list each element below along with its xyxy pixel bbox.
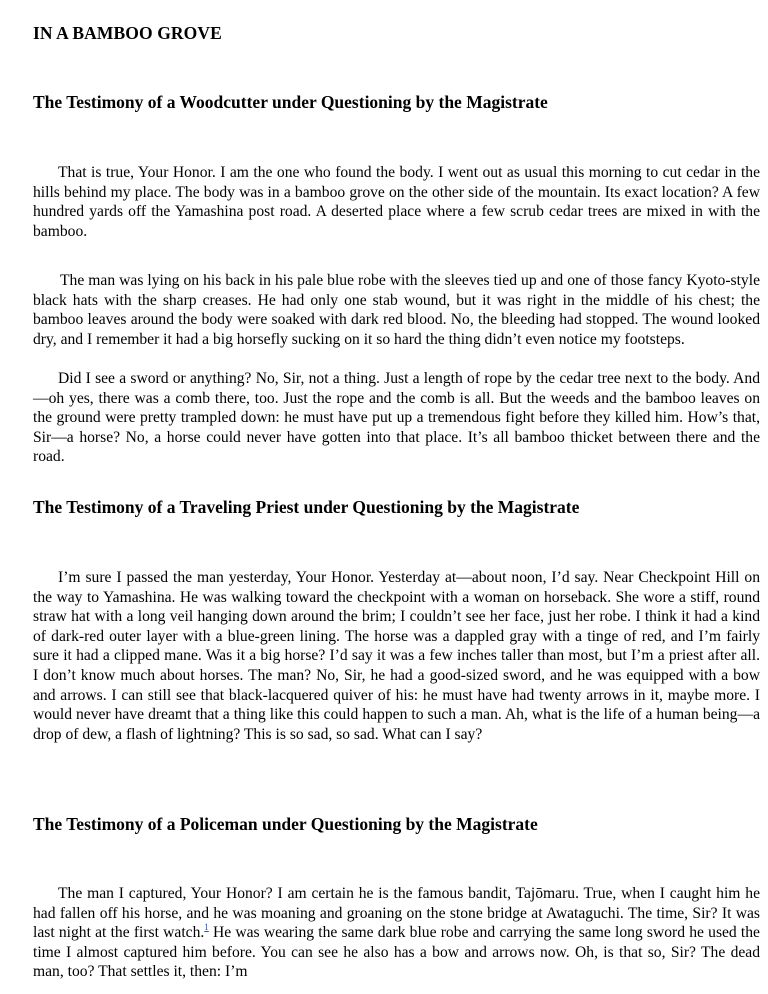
section-heading-woodcutter: The Testimony of a Woodcutter under Questioning by the Magistrate [33,92,548,112]
document-title: IN A BAMBOO GROVE [33,23,222,43]
woodcutter-paragraph-3: Did I see a sword or anything? No, Sir, not a thing. Just a length of rope by the cedar tree next to the body. And—oh yes, there was a comb there, too. Just the rope and the comb is all. But the weeds and the bamboo leaves on the ground were pretty trampled down: he must have put up a tremendous fight before they killed him. How’s that, Sir—a horse? No, a horse could never have gotten into that place. It’s all bamboo thicket between there and the road. [33,370,760,466]
woodcutter-paragraph-2: The man was lying on his back in his pale blue robe with the sleeves tied up and one of those fancy Kyoto-style black hats with the sharp creases. He had only one stab wound, but it was right in the middle of his chest; the bamboo leaves around the body were soaked with dark red blood. No, the bleeding had stopped. The wound looked dry, and I remember it had a big horsefly sucking on it so hard the thing didn’t even notice my footsteps. [33,272,760,348]
policeman-text-part-2: He was wearing the same dark blue robe and carrying the same long sword he used the time I almost captured him before. You can see he also has a bow and arrows now. Oh, is that so, Sir? The dead man, too? That settles it, then: I’m [33,924,760,981]
policeman-paragraph-1 [33,884,760,982]
section-heading-priest: The Testimony of a Traveling Priest under Questioning by the Magistrate [33,497,580,517]
priest-paragraph-1: I’m sure I passed the man yesterday, Your Honor. Yesterday at—about noon, I’d say. Near Checkpoint Hill on the way to Yamashina. He was walking toward the checkpoint with a woman on horseback. She wore a stiff, round straw hat with a long veil hanging down around the brim; I couldn’t see her face, just her robe. I think it had a kind of dark-red outer layer with a blue-green lining. The horse was a dappled gray with a tinge of red, and I’m fairly sure it had a clipped mane. Was it a big horse? I’d say it was a few inches taller than most, but I’m a priest after all. I don’t know much about horses. The man? No, Sir, he had a good-sized sword, and he was equipped with a bow and arrows. I can still see that black-lacquered quiver of his: he must have had twenty arrows in it, maybe more. I would never have dreamt that a thing like this could happen to such a man. Ah, what is the life of a human being—a drop of dew, a flash of lightning? This is so sad, so sad. What can I say? [33,569,760,743]
footnote-link[interactable]: 1 [204,922,209,933]
section-heading-policeman: The Testimony of a Policeman under Questioning by the Magistrate [33,814,538,834]
woodcutter-paragraph-1: That is true, Your Honor. I am the one who found the body. I went out as usual this morning to cut cedar in the hills behind my place. The body was in a bamboo grove on the other side of the mountain. Its exact location? A few hundred yards off the Yamashina post road. A deserted place where a few scrub cedar trees are mixed in with the bamboo. [33,164,760,240]
policeman-text-part-1: The man I captured, Your Honor? I am certain he is the famous bandit, Tajōmaru. True, when I caught him he had fallen off his horse, and he was moaning and groaning on the stone bridge at Awataguchi. The time, Sir? It was last night at the first watch. [33,885,760,942]
